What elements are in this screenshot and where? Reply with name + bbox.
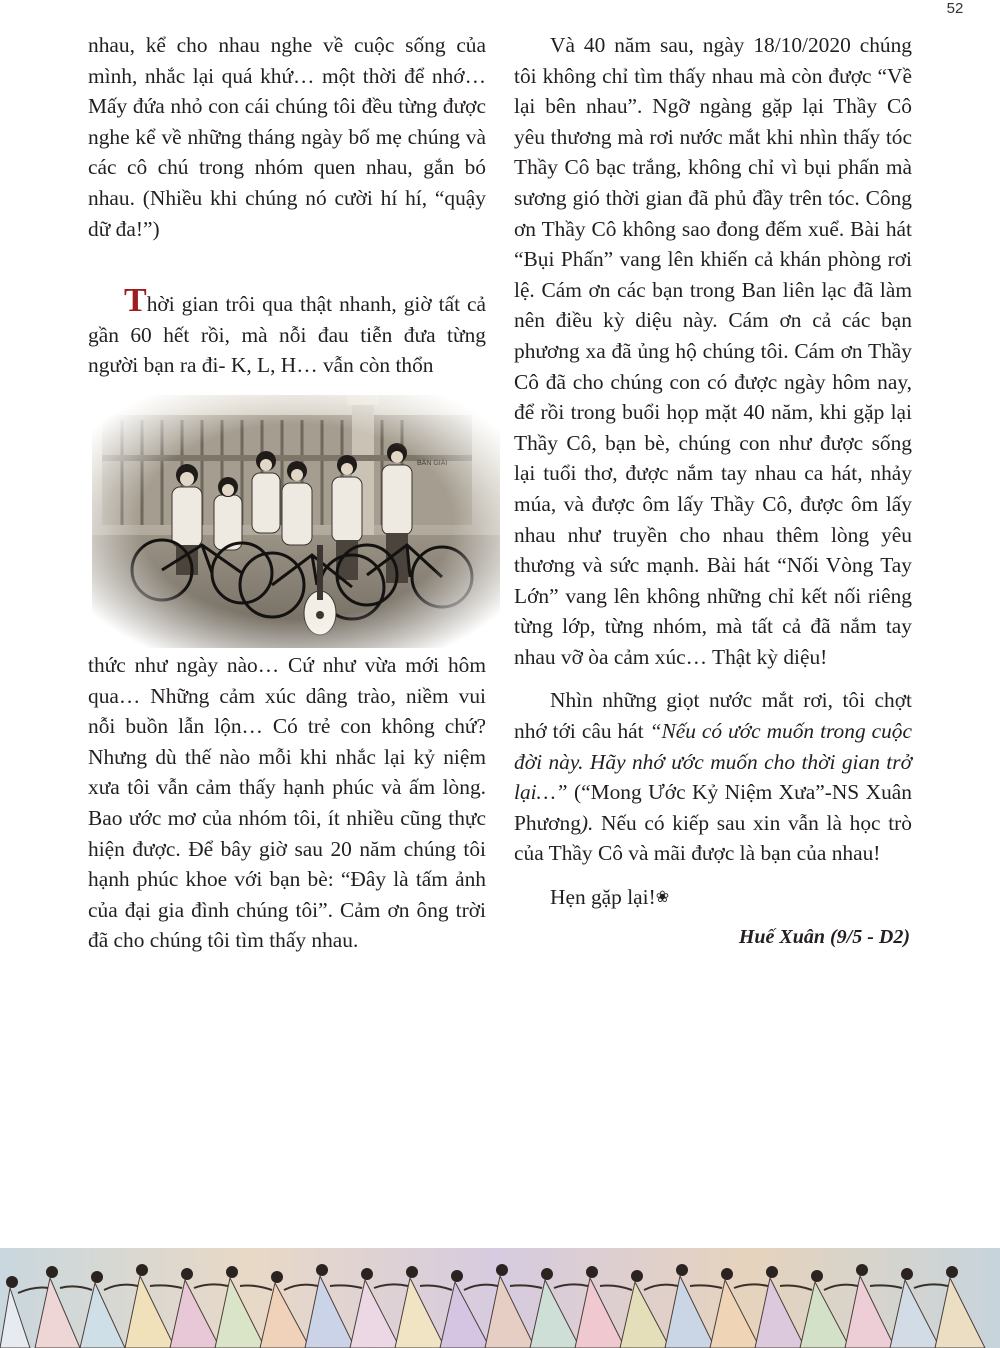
left-column bbox=[88, 30, 486, 381]
decorative-banner bbox=[0, 1248, 1000, 1348]
left-paragraph-1: nhau, kể cho nhau nghe về cuộc sống của mình, nhắc lại quá khứ… một thời để nhớ… Mấy đứa nhỏ con cái chúng tôi đều từng được nghe kể về những tháng ngày bố mẹ chúng và các cô chú trong nhóm quen nhau, gắn bó nhau. (Nhiều khi chúng nó cười hí hí, “quậy dữ đa!”) bbox=[88, 33, 486, 241]
page-number: 52 bbox=[946, 0, 964, 17]
signoff bbox=[514, 882, 912, 914]
drop-cap: T bbox=[124, 282, 147, 320]
author-signature: Huế Xuân (9/5 - D2) bbox=[738, 925, 910, 948]
right-paragraph-1: Và 40 năm sau, ngày 18/10/2020 chúng tôi không chỉ tìm thấy nhau mà còn được “Về lại bên nhau”. Ngỡ ngàng gặp lại Thầy Cô yêu thương mà rơi nước mắt khi nhìn thấy tóc Thầy Cô bạc trắng, không chỉ vì bụi phấn mà sương gió thời gian đã phủ đầy trên tóc. Công ơn Thầy Cô không sao đong đếm xuể. Bài hát “Bụi Phấn” vang lên khiến cả khán phòng rơi lệ. Cám ơn các bạn trong Ban liên lạc đã làm nên điều kỳ diệu này. Cám ơn cả các bạn phương xa đã ủng hộ chúng tôi. Cám ơn Thầy Cô đã cho chúng con có được ngày hôm nay, để rồi trong buổi họp mặt 40 năm, khi gặp lại Thầy Cô, bạn bè, chúng con như được sống lại tuổi thơ, được nắm tay nhau ca hát, nhảy múa, và được ôm lấy Thầy Cô, được ôm lấy nhau như truyền cho nhau thêm lòng yêu thương và sức mạnh. Bài hát “Nối Vòng Tay Lớn” vang lên không những chỉ kết nối riêng từng lớp, từng nhóm, mà tất cả đã nắm tay nhau vỡ òa cảm xúc… Thật kỳ diệu! bbox=[514, 33, 912, 669]
song-title: (“Mong Ước Kỷ Niệm Xưa”-NS Xuân Phương bbox=[514, 780, 912, 835]
left-column-bottom bbox=[88, 650, 486, 956]
right-paragraph-2-end: Nếu có kiếp sau xin vẫn là học trò của Thầy Cô và mãi được là bạn của nhau! bbox=[514, 810, 912, 866]
dancing-women-banner-image bbox=[0, 1248, 1000, 1348]
group-photo bbox=[92, 395, 500, 648]
left-paragraph-2-text: hời gian trôi qua thật nhanh, giờ tất cả gần 60 hết rồi, mà nỗi đau tiễn đưa từng người bạn ra đi- K, L, H… vẫn còn thổn bbox=[88, 292, 486, 378]
song-lyric-quote: “Nếu có ước muốn trong cuộc đời này. Hãy nhớ ước muốn cho thời gian trở lại…” bbox=[514, 719, 912, 805]
flower-icon: ❀ bbox=[655, 889, 670, 907]
left-paragraph-2 bbox=[88, 282, 486, 381]
right-column bbox=[514, 30, 912, 949]
closing-paren: ). bbox=[580, 810, 594, 835]
group-photo-image bbox=[92, 395, 500, 648]
left-paragraph-3: thức như ngày nào… Cứ như vừa mới hôm qua… Những cảm xúc dâng trào, niềm vui nỗi buồn lẫn lộn… Có trẻ con không chứ? Nhưng dù thế nào mỗi khi nhắc lại kỷ niệm xưa tôi vẫn cảm thấy hạnh phúc và ấm lòng. Bao ước mơ của nhóm tôi, ít nhiều cũng thực hiện được. Để bây giờ sau 20 năm chúng tôi hạnh phúc khoe với bạn bè: “Đây là tấm ảnh của đại gia đình chúng tôi”. Cảm ơn ông trời đã cho chúng tôi tìm thấy nhau. bbox=[88, 653, 486, 953]
right-paragraph-2-start: Nhìn những giọt nước mắt rơi, tôi chợt nhớ tới câu hát bbox=[514, 688, 912, 744]
signoff-text: Hẹn gặp lại! bbox=[550, 885, 656, 910]
right-paragraph-2 bbox=[514, 685, 912, 869]
